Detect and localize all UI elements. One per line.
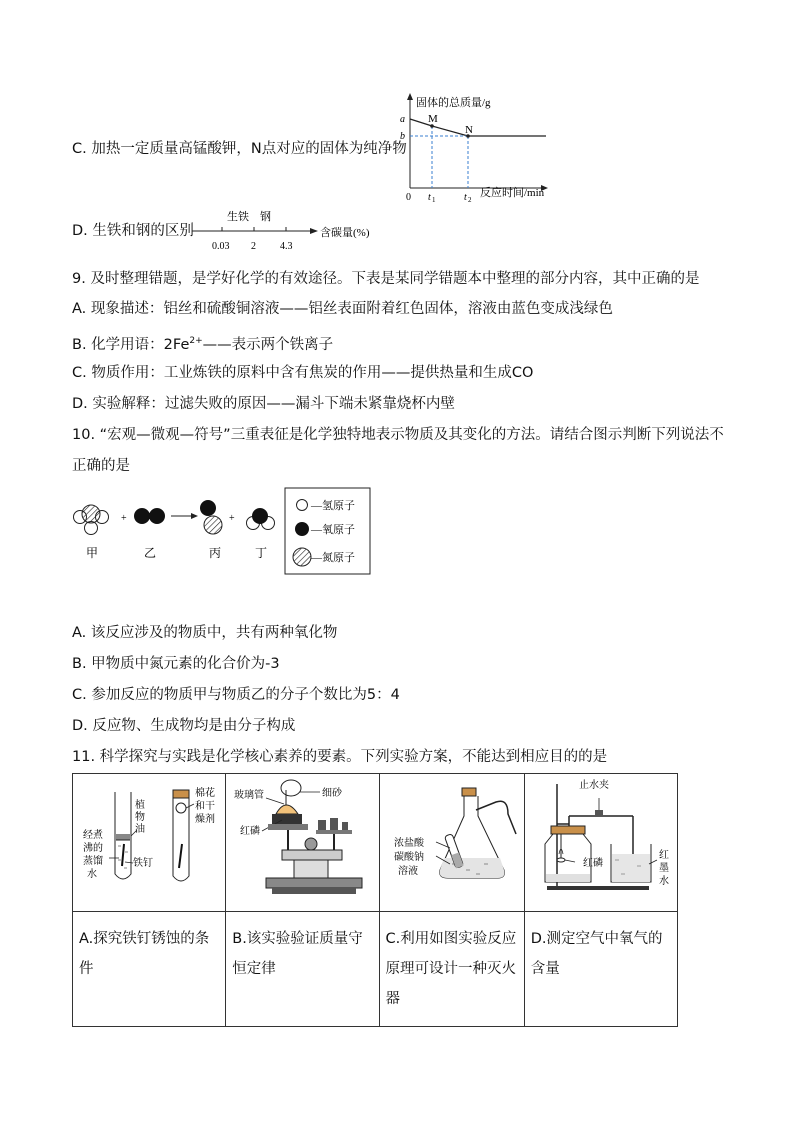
option-c-text: C. 加热一定质量高锰酸钾，N点对应的固体为纯净物 — [72, 141, 407, 157]
legend-h: —氢原子 — [311, 500, 355, 512]
svg-text:和干: 和干 — [195, 801, 215, 812]
balance-figure — [226, 774, 376, 907]
svg-text:红磷: 红磷 — [240, 826, 261, 837]
option-d-text: D. 生铁和钢的区别 — [72, 223, 194, 239]
mass-time-graph — [396, 92, 566, 202]
svg-text:墨: 墨 — [658, 863, 669, 874]
fig-iron-rust — [73, 774, 226, 912]
svg-text:燥剂: 燥剂 — [195, 814, 215, 825]
legend-o: —氧原子 — [311, 524, 355, 536]
axis-carbon-label: 含碳量(%) — [320, 227, 370, 239]
q11-stem: 11. 科学探究与实践是化学核心素养的要素。下列实验方案，不能达到相应目的的是 — [72, 749, 608, 765]
graph-a: a — [400, 114, 405, 125]
q9-option-d: D. 实验解释：过滤失败的原因——漏斗下端未紧靠烧杯内壁 — [72, 396, 455, 412]
graph-t1-sub: 1 — [432, 196, 436, 202]
q10-option-a: A. 该反应涉及的物质中，共有两种氧化物 — [72, 625, 338, 641]
label-ding: 丁 — [255, 546, 268, 560]
q10-option-d: D. 反应物、生成物均是由分子构成 — [72, 718, 296, 734]
svg-text:水: 水 — [658, 876, 669, 887]
svg-text:溶液: 溶液 — [397, 866, 418, 877]
svg-text:红磷: 红磷 — [582, 858, 603, 869]
graph-t2: t — [464, 192, 467, 202]
q11-option-d: D.测定空气中氧气的 含量 — [524, 912, 677, 1027]
svg-text:棉花: 棉花 — [195, 788, 215, 799]
fig-mass-conservation — [226, 774, 379, 912]
q9-option-c: C. 物质作用：工业炼铁的原料中含有焦炭的作用——提供热量和生成CO — [72, 365, 534, 381]
plus-1: + — [121, 513, 127, 524]
q9-option-a: A. 现象描述：铝丝和硫酸铜溶液——铝丝表面附着红色固体，溶液由蓝色变成浅绿色 — [72, 301, 613, 317]
q10-option-c: C. 参加反应的物质甲与物质乙的分子个数比为5：4 — [72, 687, 400, 703]
q11-option-a: A.探究铁钉锈蚀的条 件 — [73, 912, 226, 1027]
svg-text:蒸馏: 蒸馏 — [83, 856, 103, 867]
svg-text:沸的: 沸的 — [83, 843, 103, 854]
q10-stem-1: 10. “宏观—微观—符号”三重表征是化学独特地表示物质及其变化的方法。请结合图示判断下列说法不 — [72, 427, 724, 443]
svg-text:经煮: 经煮 — [83, 830, 103, 841]
label-yi: 乙 — [144, 546, 157, 560]
oxygen-figure — [525, 774, 675, 907]
q11-table — [72, 773, 678, 1027]
tick-2: 2 — [251, 241, 256, 252]
carbon-number-line — [192, 206, 372, 256]
plus-2: + — [229, 513, 235, 524]
reaction-diagram — [70, 485, 380, 585]
graph-t1: t — [428, 192, 431, 202]
q9-stem: 9. 及时整理错题，是学好化学的有效途径。下表是某同学错题本中整理的部分内容，其中正确的是 — [72, 271, 700, 287]
extinguisher-figure — [380, 774, 522, 907]
label-jia: 甲 — [86, 546, 99, 560]
svg-text:植: 植 — [135, 800, 145, 811]
q10-stem-2: 正确的是 — [72, 458, 130, 474]
svg-text:红: 红 — [658, 850, 669, 861]
graph-b: b — [400, 131, 405, 142]
svg-text:水: 水 — [87, 869, 97, 880]
svg-text:铁钉: 铁钉 — [133, 858, 153, 869]
svg-text:碳酸钠: 碳酸钠 — [393, 852, 424, 863]
graph-ylabel: 固体的总质量/g — [416, 97, 491, 109]
q11-option-b: B.该实验验证质量守 恒定律 — [226, 912, 379, 1027]
graph-n: N — [465, 124, 473, 136]
graph-m: M — [428, 113, 438, 125]
legend-n: —氮原子 — [311, 552, 355, 564]
graph-t2-sub: 2 — [468, 196, 472, 202]
tick-003: 0.03 — [212, 241, 230, 252]
q10-option-b: B. 甲物质中氮元素的化合价为-3 — [72, 656, 280, 672]
svg-text:玻璃管: 玻璃管 — [234, 790, 265, 801]
graph-xlabel: 反应时间/min — [480, 187, 545, 199]
graph-origin: 0 — [406, 192, 411, 202]
svg-text:油: 油 — [135, 824, 145, 835]
svg-text:止水夹: 止水夹 — [578, 780, 609, 791]
label-bing: 丙 — [209, 546, 222, 560]
svg-text:物: 物 — [135, 812, 145, 823]
label-pig-iron: 生铁 — [227, 211, 249, 223]
label-steel: 钢 — [260, 211, 271, 223]
svg-text:细砂: 细砂 — [322, 788, 343, 799]
tick-43: 4.3 — [280, 241, 293, 252]
fig-extinguisher — [379, 774, 524, 912]
fig-oxygen-content — [524, 774, 677, 912]
q11-option-c: C.利用如图实验反应 原理可设计一种灭火 器 — [379, 912, 524, 1027]
svg-text:浓盐酸: 浓盐酸 — [393, 838, 424, 849]
rust-experiment-figure — [73, 774, 223, 907]
q9-option-b: B. 化学用语：$2Fe^{2+}——$表示两个铁离子 — [72, 336, 334, 353]
